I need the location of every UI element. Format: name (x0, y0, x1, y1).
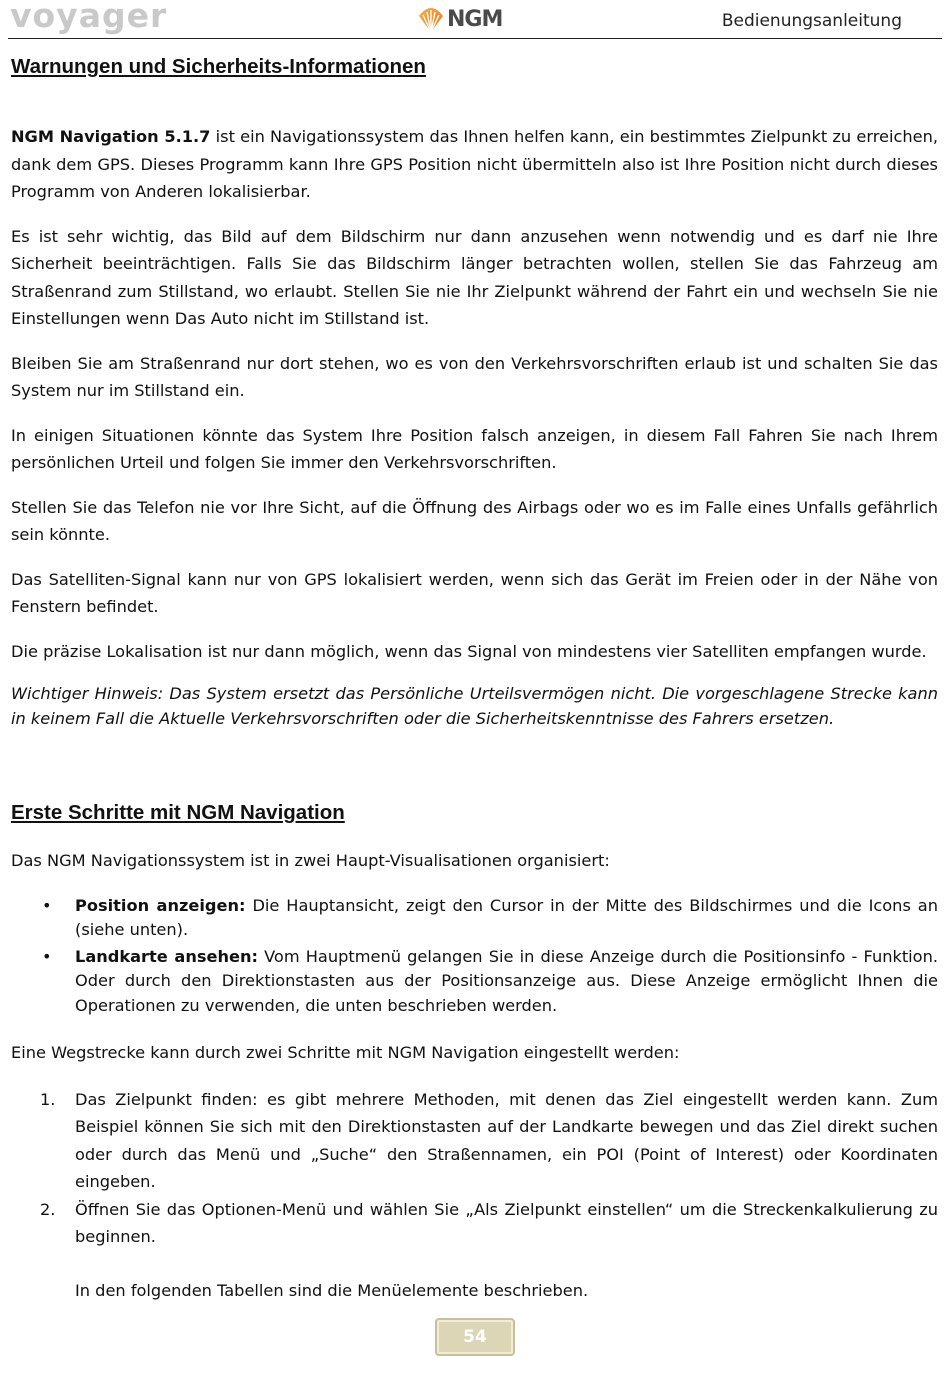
paragraph-phone-placement: Stellen Sie das Telefon nie vor Ihre Sicht, auf die Öffnung des Airbags oder wo es im Falle eines Unfalls gefährlich sein könnte. (11, 497, 938, 544)
page-content (11, 55, 938, 1304)
ngm-shell-logo-icon (416, 4, 446, 34)
list-item: 1. Das Zielpunkt finden: es gibt mehrere Methoden, mit denen das Ziel eingestellt werden kann. Zum Beispiel können Sie sich mit den Direktionstasten auf der Landkarte bewegen und das Ziel direkt suchen oder durch das Menü und „Suche“ den Straßennamen, ein POI (Point of Interest) oder Koordinaten eingeben. (11, 1086, 938, 1196)
visualisation-list (11, 894, 938, 1019)
step-number: 2. (40, 1199, 56, 1219)
list-item: 2. Öffnen Sie das Optionen-Menü und wählen Sie „Als Zielpunkt einstellen“ um die Streckenkalkulierung zu beginnen. (11, 1196, 938, 1251)
list-item: • Position anzeigen: Die Hauptansicht, zeigt den Cursor in der Mitte des Bildschirmes und die Icons an (siehe unten). (42, 895, 938, 939)
bullet-marker: • (42, 946, 52, 966)
bullet-marker: • (42, 895, 52, 915)
paragraph-roadside: Bleiben Sie am Straßenrand nur dort stehen, wo es von den Verkehrsvorschriften erlaub ist und schalten Sie das System nur im Stillstand ein. (11, 353, 938, 400)
paragraph-intro: NGM Navigation 5.1.7 ist ein Navigationssystem das Ihnen helfen kann, ein bestimmtes Zielpunkt zu erreichen, dank dem GPS. Dieses Programm kann Ihre GPS Position nicht übermitteln also ist Ihre Position nicht durch dieses Programm von Anderen lokalisierbar. (11, 127, 938, 201)
voyager-brand: voyager (10, 0, 168, 35)
ngm-logo (416, 3, 502, 35)
paragraph-satellite-signal: Das Satelliten-Signal kann nur von GPS lokalisiert werden, wenn sich das Gerät im Freien oder in der Nähe von Fenstern befindet. (11, 569, 938, 616)
paragraph-route-steps: Eine Wegstrecke kann durch zwei Schritte mit NGM Navigation eingestellt werden: (11, 1043, 680, 1062)
page-number-badge: 54 (435, 1318, 515, 1356)
page-header (0, 0, 950, 42)
paragraph-localisation: Die präzise Lokalisation ist nur dann möglich, wenn das Signal von mindestens vier Satelliten empfangen wurde. (11, 641, 927, 661)
step-number: 1. (40, 1089, 56, 1109)
ngm-logo-text: NGM (447, 6, 503, 32)
header-title: Bedienungsanleitung (721, 11, 902, 31)
important-note: Wichtiger Hinweis: Das System ersetzt das Persönliche Urteilsvermögen nicht. Die vorgeschlagene Strecke kann in keinem Fall die Aktuelle Verkehrsvorschriften oder die Sicherheitskenntnisse des Fahrers ersetzen. (11, 684, 938, 728)
list-item: • Landkarte ansehen: Vom Hauptmenü gelangen Sie in diese Anzeige durch die Positionsinfo - Funktion. Oder durch den Direktionstasten aus der Positionsanzeige aus. Diese Anzeige ermöglicht Ihnen die Operationen zu verwenden, die unten beschrieben werden. (42, 946, 938, 1015)
paragraph-visualisations: Das NGM Navigationssystem ist in zwei Haupt-Visualisationen organisiert: (11, 851, 610, 870)
paragraph-screen-safety: Es ist sehr wichtig, das Bild auf dem Bildschirm nur dann anzusehen wenn notwendig und es darf nie Ihre Sicherheit beeinträchtigen. Falls Sie das Bildschirm länger betrachten wollen, stellen Sie das Fahrzeug am Straßenrand zum Stillstand, wo erlaubt. Stellen Sie nie Ihr Zielpunkt während der Fahrt ein und wechseln Sie nie Einstellungen wenn Das Auto nicht im Stillstand ist. (11, 226, 938, 328)
section-heading-first-steps: Erste Schritte mit NGM Navigation (11, 801, 345, 824)
paragraph-tables-note: In den folgenden Tabellen sind die Menüelemente beschrieben. (75, 1280, 589, 1300)
route-steps-list (11, 1086, 938, 1251)
paragraph-wrong-position: In einigen Situationen könnte das System Ihre Position falsch anzeigen, in diesem Fall Fahren Sie nach Ihrem persönlichen Urteil und folgen Sie immer den Verkehrsvorschriften. (11, 425, 938, 472)
section-heading-warnings: Warnungen und Sicherheits-Informationen (11, 55, 426, 78)
product-name: NGM Navigation 5.1.7 (11, 127, 211, 146)
header-divider (8, 38, 942, 39)
